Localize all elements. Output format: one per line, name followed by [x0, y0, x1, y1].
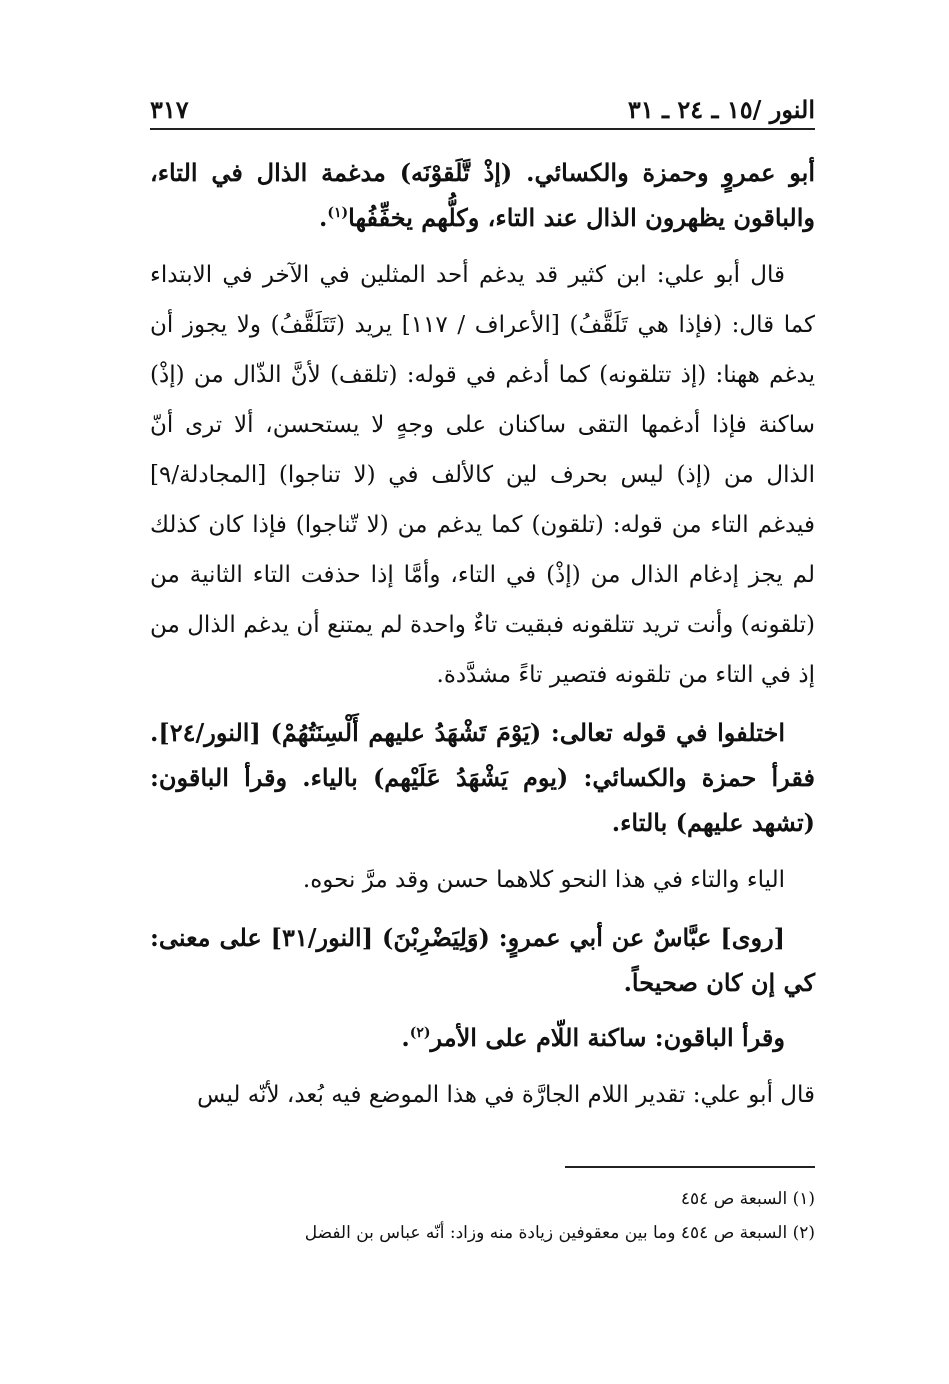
- running-title: النور /١٥ ـ ٢٤ ـ ٣١: [627, 95, 815, 124]
- paragraph-7: قال أبو علي: تقدير اللام الجارَّة في هذا الموضع فيه بُعد، لأنّه ليس: [197, 1082, 815, 1108]
- paragraph-1: [150, 150, 815, 240]
- paragraph-3: اختلفوا في قوله تعالى: (يَوْمَ تَشْهَدُ عليهم أَلْسِنَتُهُمْ) [النور/٢٤]. فقرأ حمزة والكسائي: (يوم يَشْهَدُ عَلَيْهم) بالياء. وقرأ الباقون: (تشهد عليهم) بالتاء.: [150, 718, 815, 837]
- footnote-ref-1: (١): [327, 205, 349, 221]
- paragraph-5: [روى] عبَّاسٌ عن أبي عمروٍ: (وَلِيَضْرِبْنَ) [النور/٣١] على معنى: كي إن كان صحيحاً.: [150, 923, 815, 997]
- footnotes: [150, 1166, 815, 1250]
- paragraph-1-text: أبو عمروٍ وحمزة والكسائي. (إذْ تَّلَقوْنَه) مدغمة الذال في التاء، والباقون يظهرون الذال عند التاء، وكلُّهم يخفِّفُها: [150, 158, 815, 232]
- footnote-ref-2: (٢): [409, 1025, 431, 1041]
- paragraph-1-end: .: [318, 203, 328, 232]
- page-header: [150, 84, 815, 130]
- paragraph-2: قال أبو علي: ابن كثير قد يدغم أحد المثلين في الآخر في الابتداء كما قال: (فإذا هي تَلَقَّفُ) [الأعراف / ١١٧] يريد (تَتَلَقَّفُ) ولا يجوز أن يدغم ههنا: (إذ تتلقونه) كما أدغم في قوله: (تلقف) لأنَّ الذّال من (إذْ) ساكنة فإذا أدغمها التقى ساكنان على وجهٍ لا يستحسن، ألا ترى أنّ الذال من (إذ) ليس بحرف لين كالألف في (لا تناجوا) [المجادلة/٩] فيدغم التاء من قوله: (تلقون) كما يدغم من (لا تّناجوا) فإذا كان كذلك لم يجز إدغام الذال من (إذْ) في التاء، وأمَّا إذا حذفت التاء الثانية من (تلقونه) وأنت تريد تتلقونه فبقيت تاءٌ واحدة لم يمتنع أن يدغم الذال من إذ في التاء من تلقونه فتصير تاءً مشدَّدة.: [150, 262, 815, 688]
- paragraph-6: [150, 1015, 815, 1060]
- footnote-1: (١) السبعة ص ٤٥٤: [680, 1189, 815, 1209]
- page-body: [150, 150, 815, 1130]
- paragraph-6-text: وقرأ الباقون: ساكنة اللّام على الأمر: [430, 1023, 785, 1052]
- footnote-divider: [565, 1166, 815, 1168]
- paragraph-6-end: .: [401, 1023, 410, 1052]
- footnote-2: (٢) السبعة ص ٤٥٤ وما بين معقوفين زيادة منه وزاد: أنّه عباس بن الفضل: [304, 1223, 815, 1243]
- page-number: ٣١٧: [150, 95, 189, 124]
- paragraph-4: الياء والتاء في هذا النحو كلاهما حسن وقد مرَّ نحوه.: [302, 867, 785, 893]
